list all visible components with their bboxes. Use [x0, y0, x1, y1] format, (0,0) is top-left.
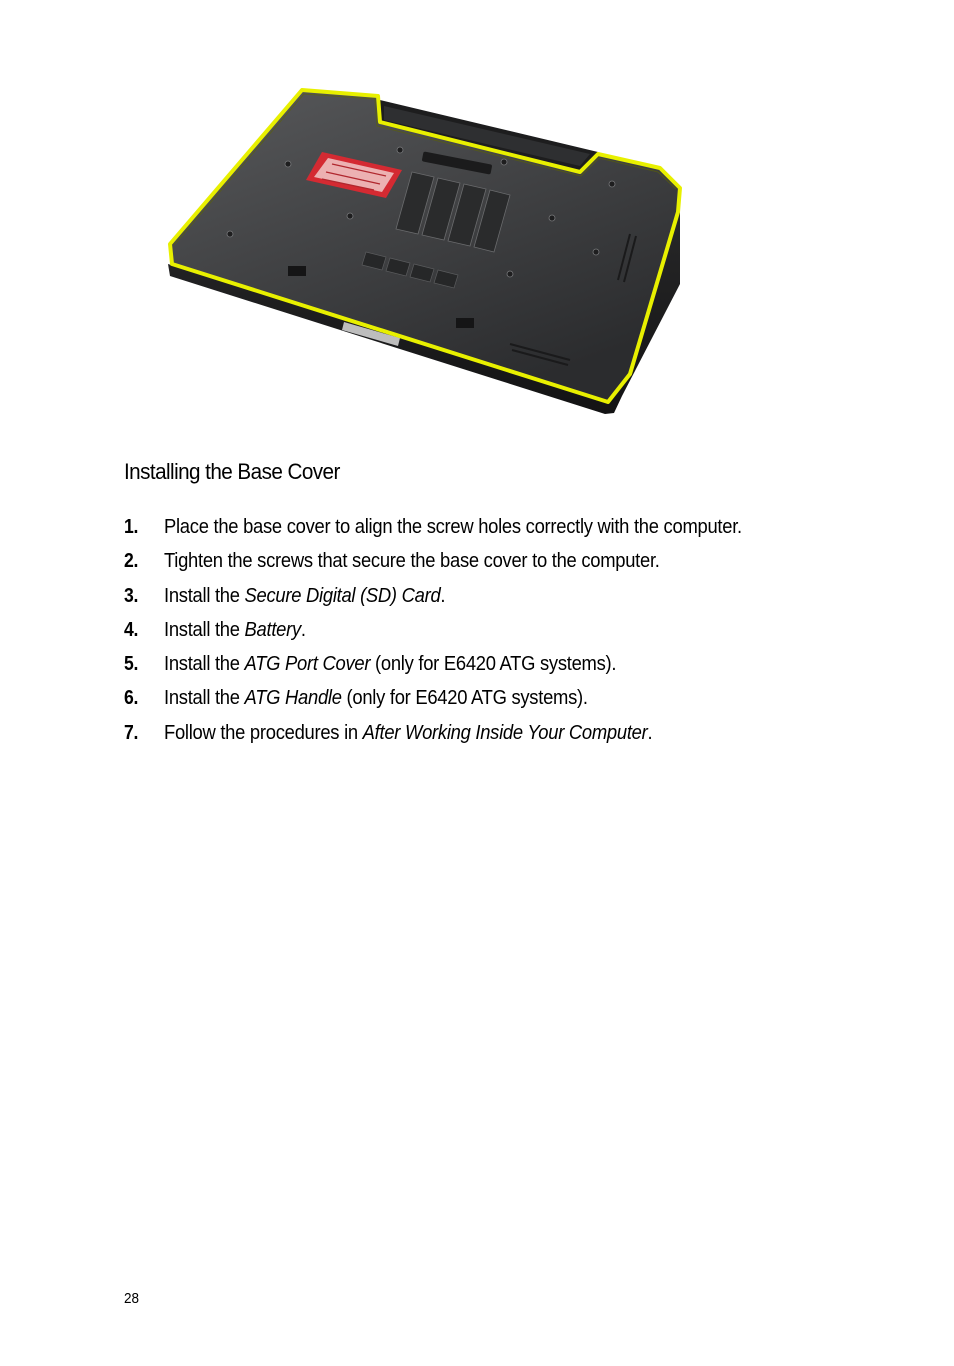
step-number: 3.: [124, 584, 139, 607]
sd-card-link[interactable]: Secure Digital (SD) Card: [244, 584, 441, 607]
step-number: 2.: [124, 550, 139, 573]
step-text: Install the ATG Handle (only for E6420 ATG systems).: [164, 687, 588, 710]
step-text: Tighten the screws that secure the base cover to the computer.: [164, 550, 660, 573]
atg-port-cover-link[interactable]: ATG Port Cover: [244, 653, 371, 676]
step-text: Place the base cover to align the screw holes correctly with the computer.: [164, 516, 742, 538]
latch-left: [288, 266, 306, 276]
step-number: 5.: [124, 653, 139, 676]
battery-link[interactable]: Battery: [244, 618, 301, 641]
step-text: Install the Secure Digital (SD) Card.: [164, 584, 446, 607]
step-text: Install the ATG Port Cover (only for E6420 ATG systems).: [164, 653, 617, 676]
latch-right: [456, 318, 474, 328]
laptop-base-cover-figure: [160, 84, 684, 418]
step-number: 1.: [124, 516, 139, 538]
section-title: Installing the Base Cover: [124, 459, 340, 484]
atg-handle-link[interactable]: ATG Handle: [244, 687, 342, 710]
step-text: Follow the procedures in After Working Inside Your Computer.: [164, 721, 653, 744]
page-number: 28: [124, 1290, 140, 1307]
laptop-base-cover-icon: [160, 84, 684, 418]
after-working-link[interactable]: After Working Inside Your Computer: [362, 721, 648, 744]
step-text: Install the Battery.: [164, 618, 306, 641]
step-number: 7.: [124, 721, 139, 744]
step-number: 4.: [124, 618, 139, 641]
step-number: 6.: [124, 687, 139, 710]
